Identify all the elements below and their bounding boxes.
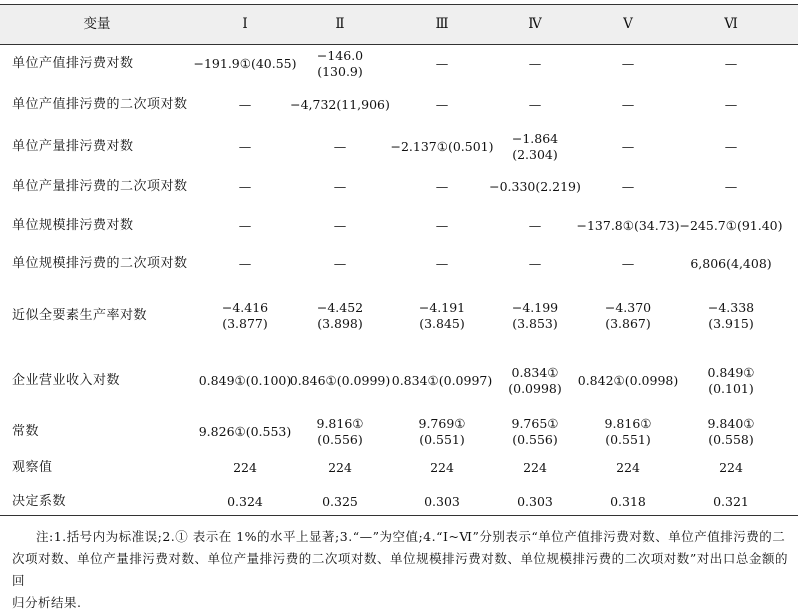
table-cell: — (621, 97, 635, 112)
table-cell: (3.853) (512, 316, 558, 331)
table-cell: (3.898) (317, 316, 363, 331)
table-cell: — (333, 218, 347, 233)
table-cell: 224 (328, 460, 352, 475)
table-cell: −146.0 (316, 48, 364, 63)
row-label: 常数 (12, 424, 40, 439)
table-cell: (0.556) (512, 432, 558, 447)
table-cell: −191.9①(40.55) (193, 56, 297, 71)
row-label: 近似全要素生产率对数 (12, 308, 148, 323)
table-cell: — (724, 56, 738, 71)
header-col-6: Ⅵ (724, 16, 738, 32)
row-label: 决定系数 (12, 494, 67, 509)
table-cell: — (528, 97, 542, 112)
table-cell: (0.551) (605, 432, 651, 447)
table-cell: — (621, 139, 635, 154)
header-col-5: Ⅴ (623, 16, 633, 32)
table-cell: 0.324 (227, 494, 263, 509)
table-cell: — (333, 179, 347, 194)
table-cell: — (238, 179, 252, 194)
table-cell: — (238, 256, 252, 271)
table-cell: (3.845) (419, 316, 465, 331)
footnote-line-3: 归分析结果. (12, 595, 82, 610)
table-cell: — (435, 97, 449, 112)
header-col-4: Ⅳ (528, 16, 542, 32)
table-cell: (0.101) (708, 381, 754, 396)
table-cell: (0.0998) (508, 381, 562, 396)
table-cell: 0.834①(0.0997) (391, 373, 493, 388)
table-cell: — (724, 97, 738, 112)
table-cell: 0.318 (610, 494, 646, 509)
row-label: 单位产量排污费的二次项对数 (12, 179, 188, 194)
table-cell: −4,732(11,906) (290, 97, 390, 112)
bottom-rule (0, 515, 798, 516)
footnote-line-1: 注:1.括号内为标准误;2.① 表示在 1%的水平上显著;3.“—”为空值;4.“Ⅰ~Ⅵ”分别表示“单位产值排污费对数、单位产值排污费的二 (36, 529, 786, 544)
header-variable: 变量 (83, 16, 111, 32)
table-cell: — (621, 179, 635, 194)
table-cell: 224 (430, 460, 454, 475)
table-cell: 0.321 (713, 494, 749, 509)
row-label: 企业营业收入对数 (12, 373, 121, 388)
table-cell: — (528, 218, 542, 233)
row-label: 单位规模排污费的二次项对数 (12, 256, 188, 271)
table-cell: 0.303 (424, 494, 460, 509)
table-cell: — (238, 139, 252, 154)
table-cell: (0.556) (317, 432, 363, 447)
table-cell: — (528, 256, 542, 271)
row-label: 单位规模排污费对数 (12, 218, 134, 233)
table-cell: — (435, 256, 449, 271)
table-cell: 6,806(4,408) (690, 256, 772, 271)
row-label: 单位产值排污费的二次项对数 (12, 97, 188, 112)
table-cell: — (621, 256, 635, 271)
table-cell: — (435, 56, 449, 71)
table-cell: 9.840① (707, 416, 755, 431)
table-cell: −4.191 (418, 300, 466, 315)
table-cell: (0.551) (419, 432, 465, 447)
table-cell: 0.849① (707, 365, 755, 380)
table-cell: — (621, 56, 635, 71)
table-cell: (130.9) (317, 64, 363, 79)
table-cell: −4.416 (221, 300, 269, 315)
table-cell: — (435, 218, 449, 233)
table-cell: 9.765① (511, 416, 559, 431)
table-cell: 224 (616, 460, 640, 475)
table-cell: 0.834① (511, 365, 559, 380)
table-cell: 0.846①(0.0999) (289, 373, 391, 388)
header-col-2: Ⅱ (335, 16, 345, 32)
table-cell: (3.867) (605, 316, 651, 331)
table-cell: (3.877) (222, 316, 268, 331)
row-label: 观察值 (12, 460, 53, 475)
top-rule (0, 4, 798, 5)
table-cell: 9.816① (316, 416, 364, 431)
table-cell: — (333, 256, 347, 271)
table-footnote (12, 526, 788, 614)
row-label: 单位产量排污费对数 (12, 139, 134, 154)
table-cell: −1.864 (511, 131, 559, 146)
table-cell: — (435, 179, 449, 194)
table-cell: — (333, 139, 347, 154)
table-cell: — (528, 56, 542, 71)
table-cell: 224 (719, 460, 743, 475)
table-cell: — (238, 97, 252, 112)
table-cell: −137.8①(34.73) (576, 218, 680, 233)
table-cell: (3.915) (708, 316, 754, 331)
table-cell: 9.816① (604, 416, 652, 431)
table-cell: 9.826①(0.553) (198, 424, 292, 439)
table-cell: (2.304) (512, 147, 558, 162)
table-cell: — (724, 179, 738, 194)
table-cell: 224 (233, 460, 257, 475)
header-rule (0, 44, 798, 45)
table-cell: 9.769① (418, 416, 466, 431)
footnote-line-2: 次项对数、单位产量排污费对数、单位产量排污费的二次项对数、单位规模排污费对数、单位规模排污费的二次项对数”对出口总金额的回 (12, 551, 788, 588)
table-cell: — (238, 218, 252, 233)
table-cell: −0.330(2.219) (489, 179, 581, 194)
table-cell: −245.7①(91.40) (679, 218, 783, 233)
table-cell: 224 (523, 460, 547, 475)
table-cell: −4.199 (511, 300, 559, 315)
table-cell: −4.370 (604, 300, 652, 315)
table-cell: 0.842①(0.0998) (577, 373, 679, 388)
table-cell: — (724, 139, 738, 154)
table-cell: −4.338 (707, 300, 755, 315)
header-col-3: Ⅲ (435, 16, 449, 32)
table-cell: 0.849①(0.100) (198, 373, 292, 388)
table-cell: −4.452 (316, 300, 364, 315)
row-label: 单位产值排污费对数 (12, 56, 134, 71)
table-cell: 0.303 (517, 494, 553, 509)
table-cell: −2.137①(0.501) (390, 139, 494, 154)
table-cell: 0.325 (322, 494, 358, 509)
header-col-1: Ⅰ (242, 16, 248, 32)
table-cell: (0.558) (708, 432, 754, 447)
